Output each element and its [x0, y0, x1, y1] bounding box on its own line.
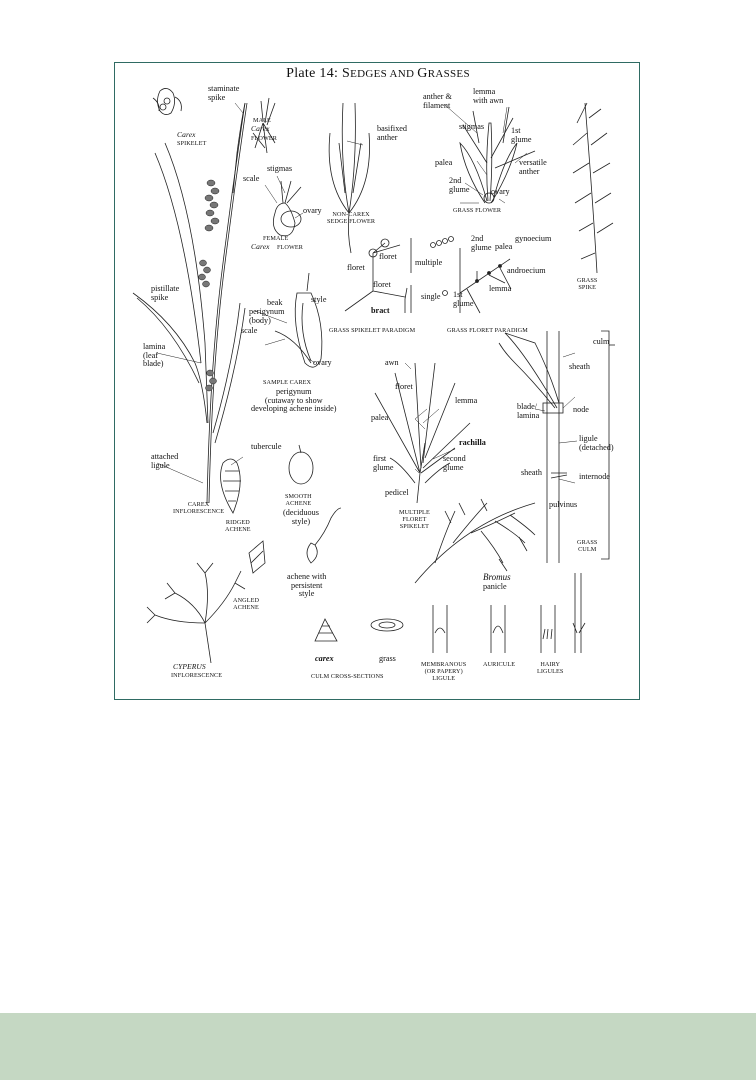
label-anther-filament: anther & filament	[423, 92, 452, 110]
label-deciduous-style: (deciduous style)	[283, 508, 319, 526]
label-male-carex: Carex	[251, 124, 270, 133]
label-beak: beak	[267, 298, 283, 307]
label-blade-lamina: blade/ lamina	[517, 402, 540, 420]
label-carex-spikelet-name: Carex	[177, 130, 196, 139]
label-sample-carex: SAMPLE CAREX	[263, 379, 312, 386]
title-rasses: RASSES	[427, 68, 470, 80]
label-ovary-female: ovary	[303, 206, 322, 215]
label-floret-multi: floret	[395, 382, 413, 391]
label-rachilla: rachilla	[459, 438, 486, 447]
label-lemma-with-awn: lemma with awn	[473, 87, 504, 105]
botanical-illustrations	[115, 63, 641, 701]
label-floret-left: floret	[347, 263, 365, 272]
label-sheath-bottom: sheath	[521, 468, 542, 477]
label-multiple-floret-spikelet: MULTIPLE FLORET SPIKELET	[399, 509, 430, 530]
label-scale-perigynum: scale	[241, 326, 258, 335]
label-versatile-anther: versatile anther	[519, 158, 547, 176]
label-perigynum-caption: perigynum (cutaway to show developing achene inside)	[251, 387, 337, 414]
label-carex-cross-section: carex	[315, 654, 334, 663]
label-second-glume-multi: second glume	[443, 454, 466, 472]
label-stigmas-grass: stigmas	[459, 122, 485, 131]
label-achene-persistent: achene with persistent style	[287, 572, 327, 599]
label-stigmas-female: stigmas	[267, 164, 293, 173]
label-gynoecium: gynoecium	[515, 234, 552, 243]
label-ovary-perigynum: ovary	[313, 358, 332, 367]
label-grass-spikelet-paradigm: GRASS SPIKELET PARADIGM	[329, 327, 416, 334]
label-palea-top: palea	[435, 158, 453, 167]
bromus-panicle-drawing	[415, 499, 535, 583]
label-first-glume-top: 1st glume	[511, 126, 532, 144]
label-floret-mid: floret	[373, 280, 391, 289]
smooth-achene-drawing	[289, 445, 313, 484]
label-perigynum-body: perigynum (body)	[249, 307, 285, 325]
label-membranous-ligule: MEMBRANOUS (OR PAPERY) LIGULE	[421, 661, 467, 682]
label-culm-top: culm	[593, 337, 610, 346]
label-pulvinus: pulvinus	[549, 500, 578, 509]
label-lamina: lamina (leaf blade)	[143, 342, 166, 369]
label-non-carex-sedge-flower: NON-CAREX SEDGE FLOWER	[327, 211, 376, 225]
label-first-glume-paradigm: 1st glume	[453, 290, 474, 308]
label-basifixed-anther: basifixed anther	[377, 124, 408, 142]
label-attached-ligule: attached ligule	[151, 452, 179, 470]
label-grass-spike: GRASS SPIKE	[577, 277, 598, 291]
label-floret-right-top: floret	[379, 252, 397, 261]
title-edges: EDGES AND	[350, 68, 418, 80]
label-staminate-spike: staminate spike	[208, 84, 240, 102]
female-carex-flower-drawing	[273, 181, 301, 236]
label-node: node	[573, 405, 589, 414]
label-internode: internode	[579, 472, 610, 481]
label-bromus: Bromus	[483, 572, 511, 582]
label-second-glume-top: 2nd glume	[449, 176, 470, 194]
label-panicle: panicle	[483, 582, 507, 591]
title-s: S	[342, 66, 351, 81]
label-scale-female: scale	[243, 174, 260, 183]
label-single: single	[421, 292, 441, 301]
label-second-glume-paradigm: 2nd glume	[471, 234, 492, 252]
label-carex-inflorescence: CAREX INFLORESCENCE	[173, 501, 225, 515]
culm-cross-sections-drawing	[315, 619, 403, 641]
label-carex-spikelet-word: SPIKELET	[177, 140, 207, 147]
carex-plant-drawing	[133, 103, 247, 503]
label-ligule-detached: ligule (detached)	[579, 434, 614, 452]
carex-spikelet-drawing	[153, 88, 181, 114]
label-style-perigynum: style	[311, 295, 327, 304]
label-grass-culm: GRASS CULM	[577, 539, 598, 553]
label-male-word: MALE	[253, 117, 271, 124]
multiple-floret-spikelet-drawing	[375, 363, 470, 503]
label-auricule: AURICULE	[483, 661, 516, 668]
label-grass-floret-paradigm: GRASS FLORET PARADIGM	[447, 327, 528, 334]
label-female-carex: Carex	[251, 242, 270, 251]
label-first-glume-multi: first glume	[373, 454, 394, 472]
grass-spike-drawing	[573, 103, 613, 273]
footer-band	[0, 1013, 756, 1080]
label-female-word: FEMALE	[263, 235, 289, 242]
label-pedicel: pedicel	[385, 488, 409, 497]
label-multiple: multiple	[415, 258, 443, 267]
label-angled-achene: ANGLED ACHENE	[233, 597, 260, 611]
title-prefix: Plate 14:	[286, 66, 343, 81]
label-hairy-ligules: HAIRY LIGULES	[537, 661, 564, 675]
non-carex-sedge-flower-drawing	[329, 103, 369, 253]
label-male-flower: FLOWER	[251, 135, 278, 142]
label-palea-multi: palea	[371, 413, 389, 422]
angled-achene-drawing	[249, 541, 265, 573]
label-androecium: androecium	[507, 266, 546, 275]
title-g: G	[417, 66, 428, 81]
label-lemma-multi: lemma	[455, 396, 478, 405]
label-cyperus-inflorescence: INFLORESCENCE	[171, 672, 223, 679]
label-smooth-achene: SMOOTH ACHENE	[285, 493, 312, 507]
label-ridged-achene: RIDGED ACHENE	[225, 519, 251, 533]
label-ovary-grass: ovary	[491, 187, 510, 196]
label-tubercule: tubercule	[251, 442, 282, 451]
label-grass-cross-section: grass	[379, 654, 396, 663]
label-bract: bract	[371, 306, 390, 315]
label-cyperus: CYPERUS	[173, 662, 206, 671]
label-awn: awn	[385, 358, 399, 367]
label-culm-cross-sections: CULM CROSS-SECTIONS	[311, 673, 384, 680]
label-pistillate-spike: pistillate spike	[151, 284, 180, 302]
ligule-drawings	[433, 573, 585, 653]
label-lemma-paradigm: lemma	[489, 284, 512, 293]
plate-frame	[114, 62, 640, 700]
cyperus-inflorescence-drawing	[147, 563, 245, 663]
label-palea-paradigm: palea	[495, 242, 513, 251]
label-grass-flower: GRASS FLOWER	[453, 207, 502, 214]
label-sheath-top: sheath	[569, 362, 590, 371]
label-female-flower: FLOWER	[277, 244, 304, 251]
